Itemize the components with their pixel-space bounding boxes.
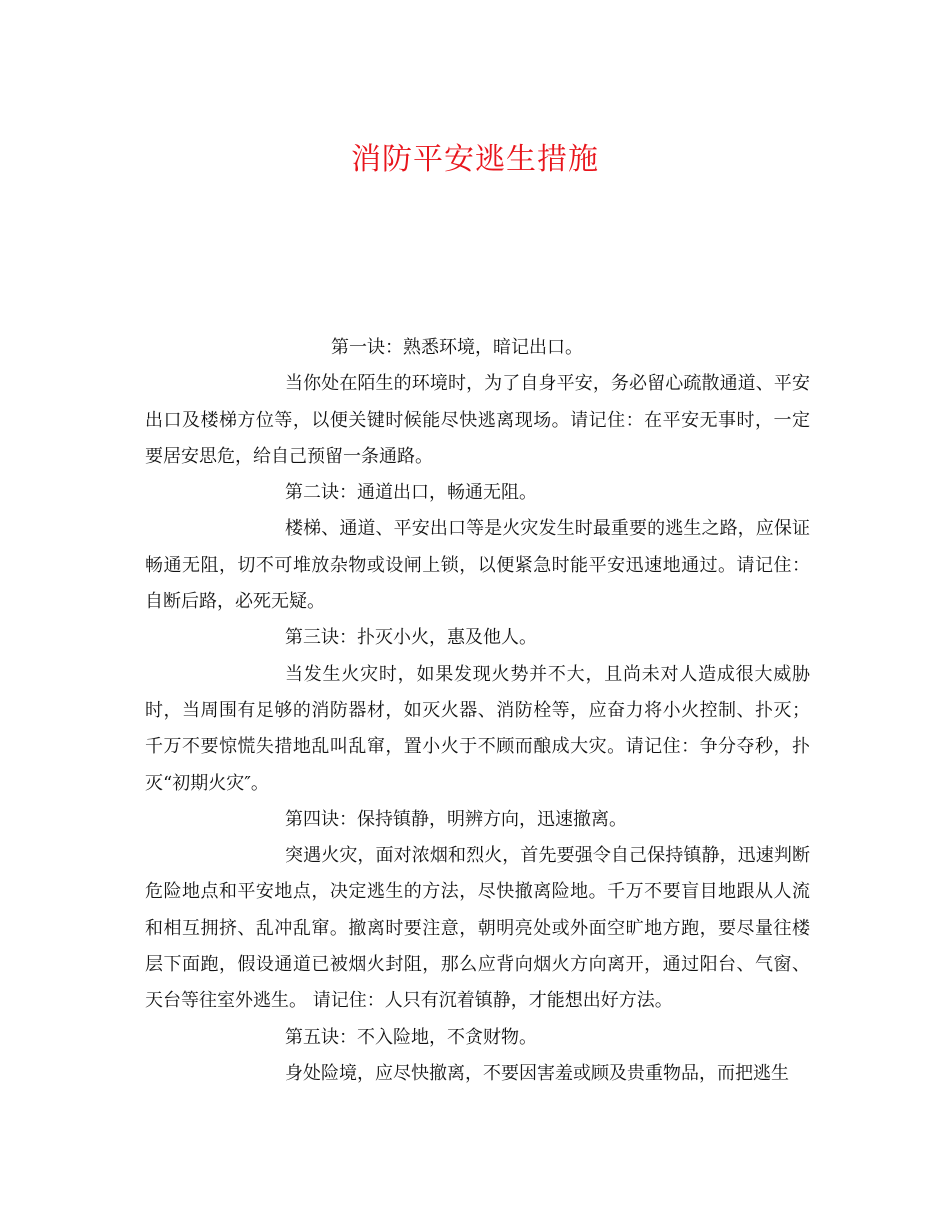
paragraph-3: 当发生火灾时，如果发现火势并不大，且尚未对人造成很大威胁时，当周围有足够的消防器材，如灭火器、消防栓等，应奋力将小火控制、扑灭；千万不要惊慌失措地乱叫乱窜，置小火于不顾而酿成大灾。请记住：争分夺秒，扑灭“初期火灾″。 bbox=[145, 663, 810, 794]
section-heading-5: 第五诀：不入险地，不贪财物。 bbox=[285, 1026, 537, 1048]
paragraph-1: 当你处在陌生的环境时，为了自身平安，务必留心疏散通道、平安出口及楼梯方位等，以便关键时候能尽快逃离现场。请记住：在平安无事时，一定要居安思危，给自己预留一条通路。 bbox=[145, 373, 810, 467]
section-heading-2: 第二诀：通道出口，畅通无阻。 bbox=[285, 482, 537, 504]
document-body bbox=[145, 330, 810, 1092]
paragraph-5: 身处险境，应尽快撤离，不要因害羞或顾及贵重物品，而把逃生 bbox=[285, 1062, 789, 1084]
section-heading-1: 第一诀：熟悉环境，暗记出口。 bbox=[331, 337, 583, 358]
paragraph-4: 突遇火灾，面对浓烟和烈火，首先要强令自己保持镇静，迅速判断危险地点和平安地点，决定逃生的方法，尽快撤离险地。千万不要盲目地跟从人流和相互拥挤、乱冲乱窜。撤离时要注意，朝明亮处或外面空旷地方跑，要尽量往楼层下面跑，假设通道已被烟火封阻，那么应背向烟火方向离开，通过阳台、气窗、天台等往室外逃生。 请记住：人只有沉着镇静，才能想出好方法。 bbox=[145, 845, 810, 1012]
section-heading-3: 第三诀：扑灭小火，惠及他人。 bbox=[285, 627, 537, 649]
paragraph-2: 楼梯、通道、平安出口等是火灾发生时最重要的逃生之路，应保证畅通无阻，切不可堆放杂物或设闸上锁，以便紧急时能平安迅速地通过。请记住：自断后路，必死无疑。 bbox=[145, 518, 810, 613]
section-heading-4: 第四诀：保持镇静，明辨方向，迅速撤离。 bbox=[285, 808, 627, 830]
document-title: 消防平安逃生措施 bbox=[351, 142, 599, 177]
